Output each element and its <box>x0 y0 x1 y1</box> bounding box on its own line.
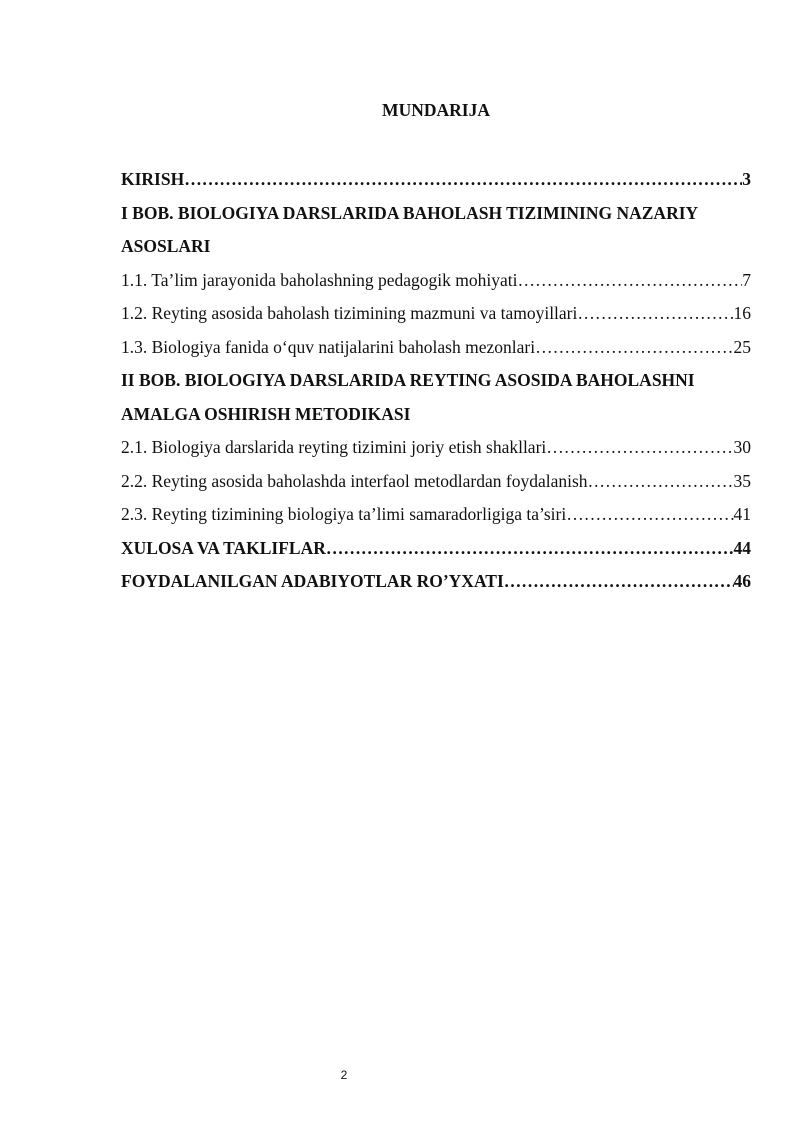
chapter-heading-line: II BOB. BIOLOGIYA DARSLARIDA REYTING ASOSIDA BAHOLASHNI <box>121 370 695 390</box>
toc-entry-1-1 <box>121 264 751 298</box>
toc-entry-page: 7 <box>742 269 751 290</box>
page-number: 2 <box>340 1068 348 1082</box>
toc-entry-kirish <box>121 163 751 197</box>
toc-entry-1-2 <box>121 297 751 331</box>
dot-leader <box>326 532 734 566</box>
dot-leader <box>546 431 733 465</box>
chapter-heading-line: AMALGA OSHIRISH METODIKASI <box>121 403 411 424</box>
toc-entry-page: 35 <box>733 470 751 491</box>
chapter-heading-line: ASOSLARI <box>121 236 211 256</box>
toc-entry-page: 16 <box>733 303 751 323</box>
toc-entry-adabiyotlar <box>121 565 751 599</box>
toc-entry-text: 2.2. Reyting asosida baholashda interfaol metodlardan foydalanish <box>121 470 588 491</box>
toc-entry-page: 44 <box>733 537 751 558</box>
dot-leader <box>504 565 734 599</box>
toc-entry-page: 25 <box>733 336 751 357</box>
dot-leader <box>518 264 743 298</box>
toc-entry-text: FOYDALANILGAN ADABIYOTLAR RO’YXATI <box>121 571 504 591</box>
chapter-heading-2 <box>121 364 751 431</box>
toc-entry-page: 3 <box>742 169 751 189</box>
toc-entry-2-3 <box>121 498 751 532</box>
toc-entry-page: 46 <box>733 571 751 591</box>
dot-leader <box>588 465 734 499</box>
dot-leader <box>535 331 733 365</box>
chapter-heading-1 <box>121 197 751 264</box>
toc-entry-1-3 <box>121 331 751 365</box>
toc-entry-text: 1.2. Reyting asosida baholash tizimining mazmuni va tamoyillari <box>121 303 578 323</box>
toc-entry-text: KIRISH <box>121 169 185 189</box>
toc-entry-xulosa <box>121 532 751 566</box>
toc-entry-text: 1.1. Ta’lim jarayonida baholashning pedagogik mohiyati <box>121 269 518 290</box>
toc-entry-text: 1.3. Biologiya fanida o‘quv natijalarini baholash mezonlari <box>121 336 536 357</box>
toc-entry-text: 2.3. Reyting tizimining biologiya ta’limi samaradorligiga ta’siri <box>121 504 567 524</box>
chapter-heading-line: I BOB. BIOLOGIYA DARSLARIDA BAHOLASH TIZIMINING NAZARIY <box>121 202 699 223</box>
toc-entry-text: XULOSA VA TAKLIFLAR <box>121 537 326 558</box>
toc-entry-2-2 <box>121 465 751 499</box>
page-title: MUNDARIJA <box>382 100 490 120</box>
toc-entry-2-1 <box>121 431 751 465</box>
dot-leader <box>184 163 742 197</box>
toc-entry-page: 30 <box>733 437 751 457</box>
table-of-contents <box>121 163 751 599</box>
dot-leader <box>566 498 733 532</box>
toc-entry-text: 2.1. Biologiya darslarida reyting tizimini joriy etish shakllari <box>121 437 547 457</box>
toc-entry-page: 41 <box>733 504 751 524</box>
dot-leader <box>577 297 733 331</box>
